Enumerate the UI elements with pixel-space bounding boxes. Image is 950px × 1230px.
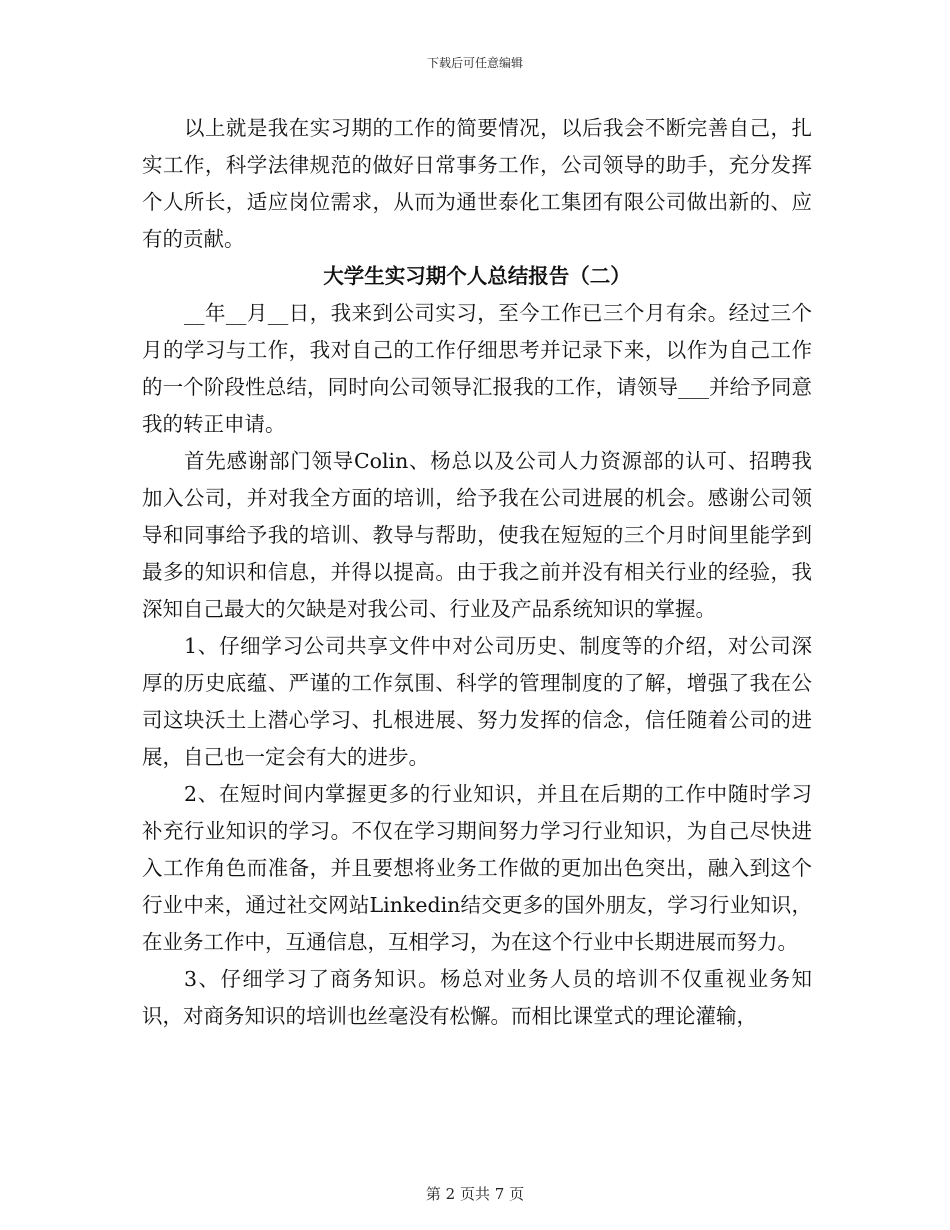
paragraph-1: 以上就是我在实习期的工作的简要情况，以后我会不断完善自己，扎实工作，科学法律规范的做好日常事务工作，公司领导的助手，充分发挥个人所长，适应岗位需求，从而为通世泰化工集团有限公司做出新的、应有的贡献。 <box>142 116 812 251</box>
paragraph-4: 1、仔细学习公司共享文件中对公司历史、制度等的介绍，对公司深厚的历史底蕴、严谨的工作氛围、科学的管理制度的了解，增强了我在公司这块沃土上潜心学习、扎根进展、努力发挥的信念，信任随着公司的进展，自己也一定会有大的进步。 <box>142 634 812 769</box>
page-footer: 第 2 页共 7 页 <box>425 1185 525 1203</box>
page-header: 下载后可任意编辑 <box>426 56 523 70</box>
paragraph-6: 3、仔细学习了商务知识。杨总对业务人员的培训不仅重视业务知识，对商务知识的培训也丝毫没有松懈。而相比课堂式的理论灌输， <box>142 967 812 1028</box>
document-body <box>142 110 812 1035</box>
section-heading: 大学生实习期个人总结报告（二） <box>323 264 631 288</box>
paragraph-2: __年__月__日，我来到公司实习，至今工作已三个月有余。经过三个月的学习与工作，我对自己的工作仔细思考并记录下来，以作为自己工作的一个阶段性总结，同时向公司领导汇报我的工作，请领导___并给予同意我的转正申请。 <box>142 301 812 436</box>
paragraph-5: 2、在短时间内掌握更多的行业知识，并且在后期的工作中随时学习补充行业知识的学习。不仅在学习期间努力学习行业知识，为自己尽快进入工作角色而准备，并且要想将业务工作做的更加出色突出，融入到这个行业中来，通过社交网站Linkedin结交更多的国外朋友，学习行业知识，在业务工作中，互通信息，互相学习，为在这个行业中长期进展而努力。 <box>142 782 812 954</box>
paragraph-3: 首先感谢部门领导Colin、杨总以及公司人力资源部的认可、招聘我加入公司，并对我全方面的培训，给予我在公司进展的机会。感谢公司领导和同事给予我的培训、教导与帮助，使我在短短的三个月时间里能学到最多的知识和信息，并得以提高。由于我之前并没有相关行业的经验，我深知自己最大的欠缺是对我公司、行业及产品系统知识的掌握。 <box>142 449 812 621</box>
